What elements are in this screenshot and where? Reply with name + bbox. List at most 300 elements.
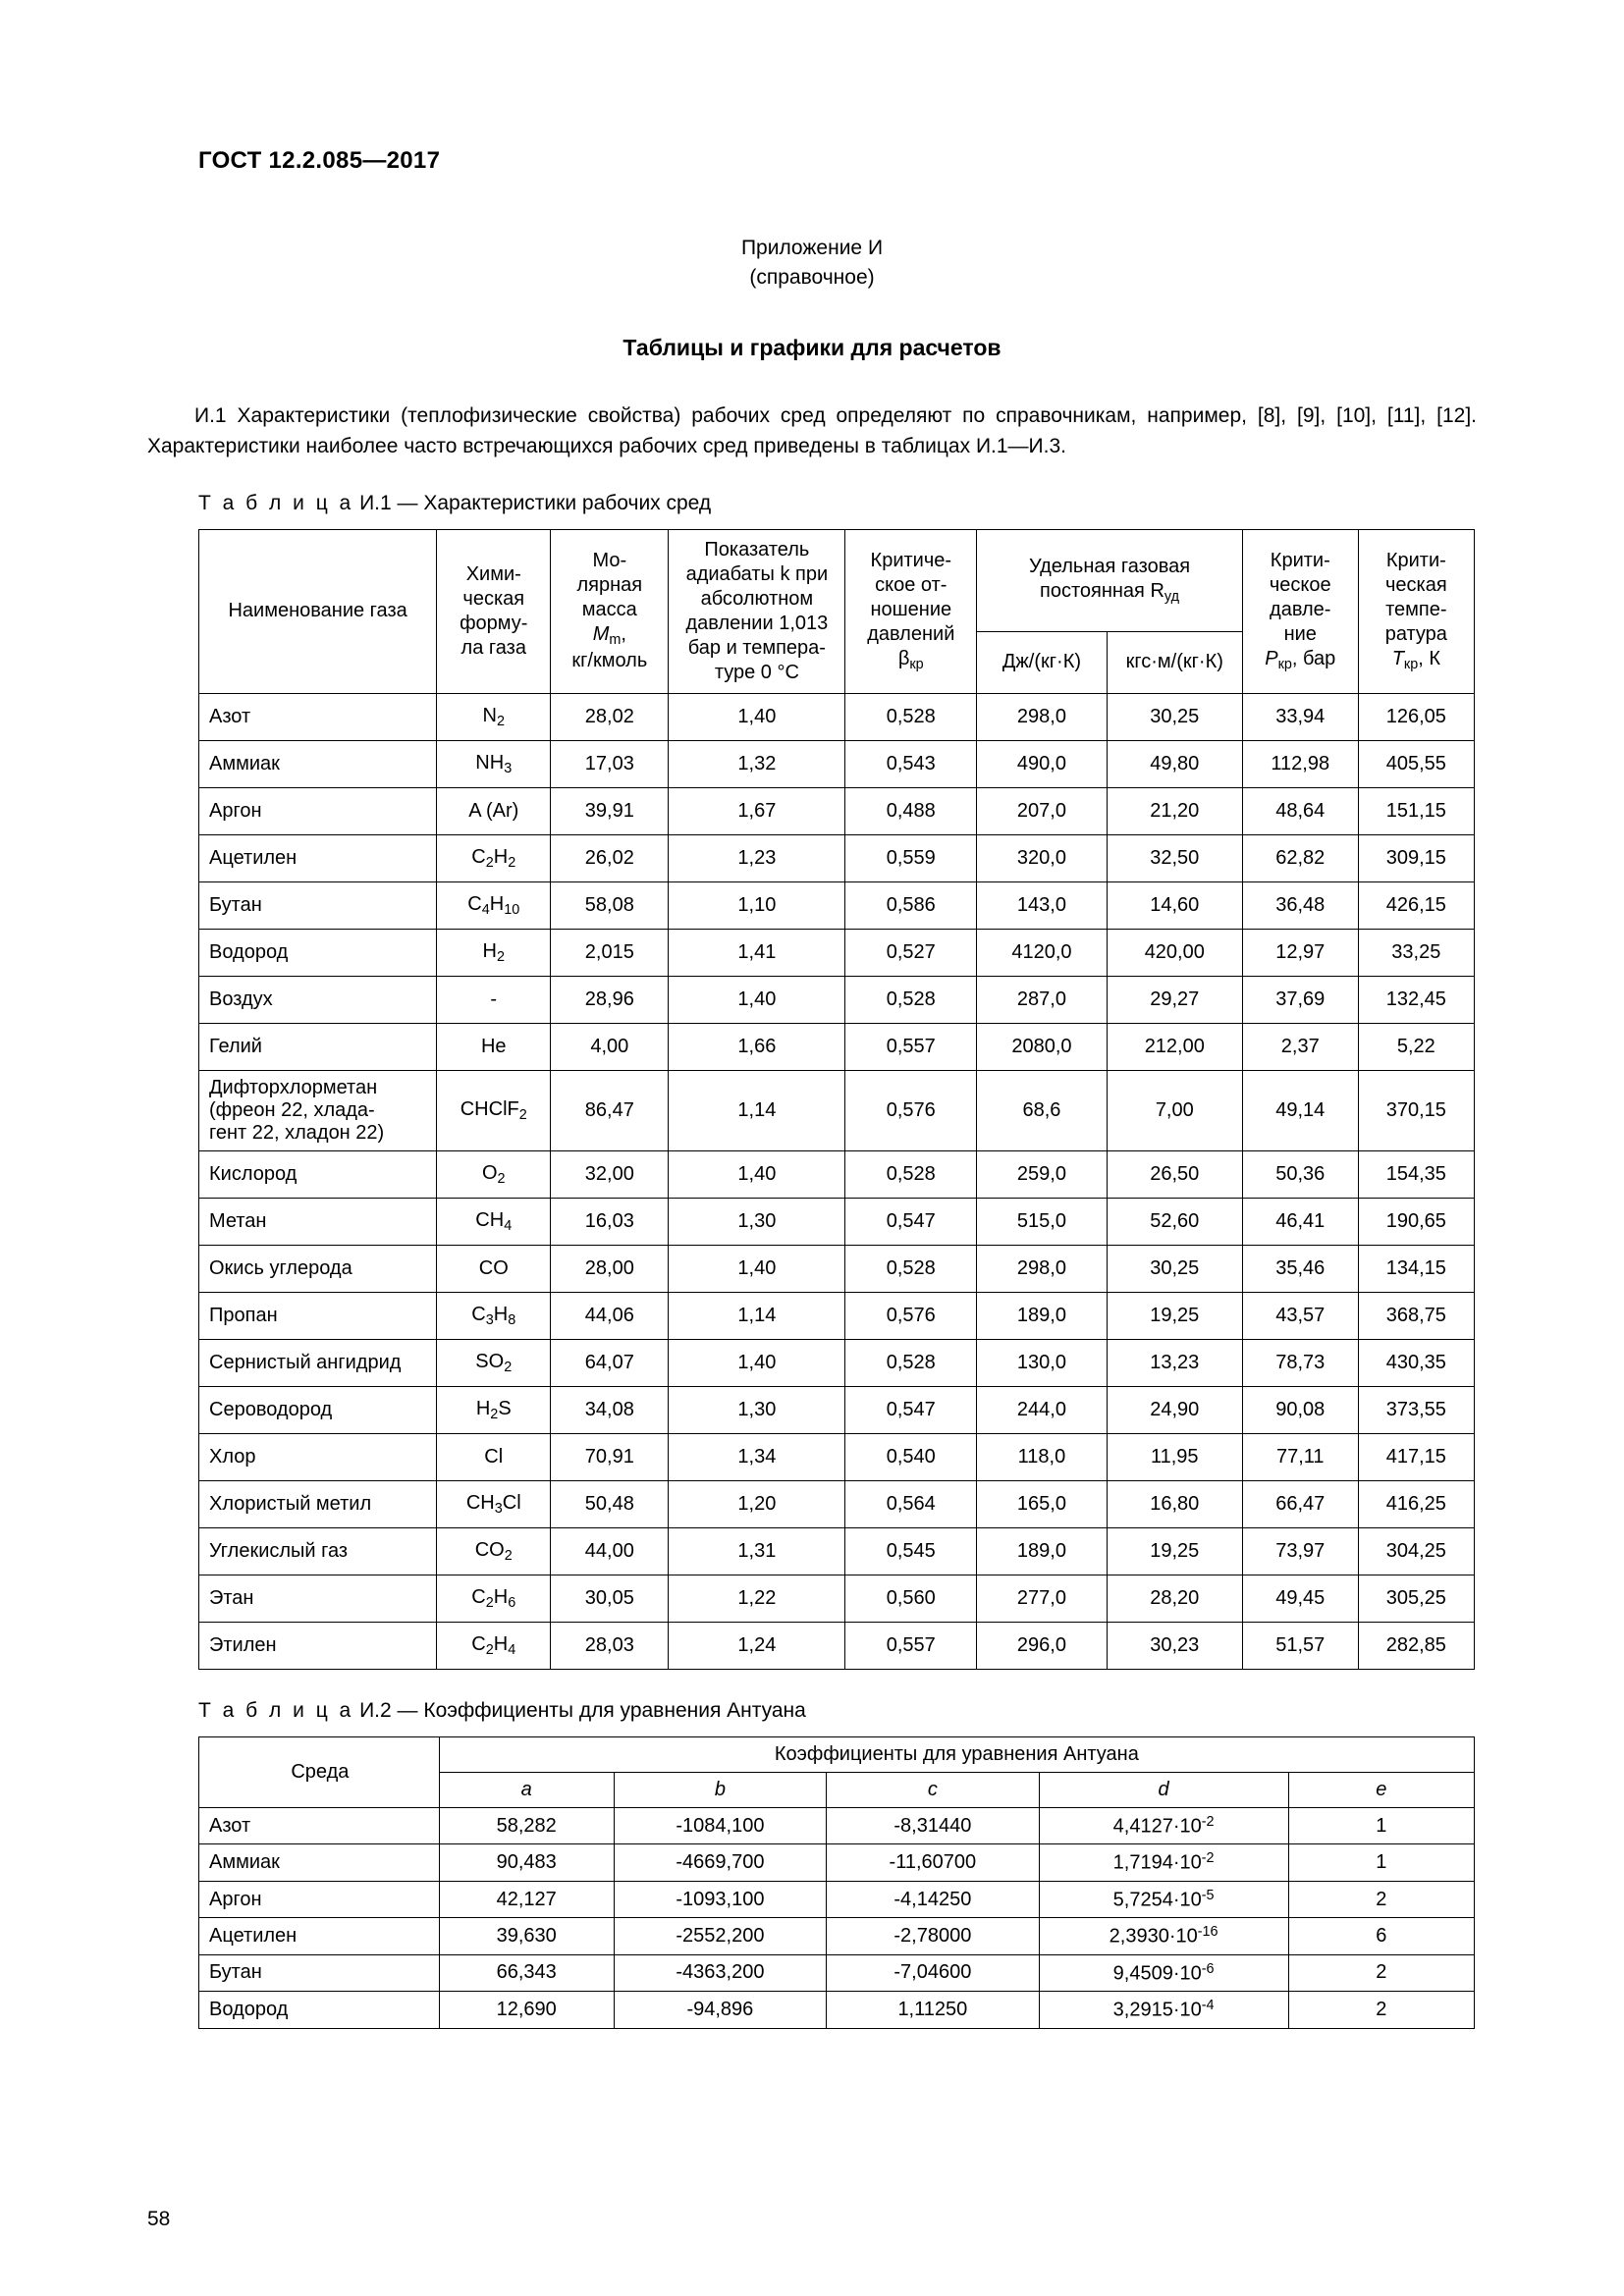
cell-pressure-ratio: 0,540 (845, 1433, 977, 1480)
cell-rud-kgs: 420,00 (1107, 929, 1242, 976)
th-beta-symbol (851, 647, 970, 673)
table1-caption-prefix: Т а б л и ц а (198, 491, 354, 514)
cell-environment: Азот (199, 1807, 440, 1843)
cell-rud-joule: 207,0 (977, 787, 1108, 834)
th2-d: d (1039, 1772, 1288, 1807)
cell-adiabatic-index: 1,32 (669, 740, 845, 787)
cell-molar-mass: 50,48 (551, 1480, 669, 1527)
cell-rud-kgs: 7,00 (1107, 1070, 1242, 1150)
cell-critical-pressure: 49,14 (1242, 1070, 1358, 1150)
cell-gas-name: Этан (199, 1575, 437, 1622)
cell-formula: $C_2H_2$ (437, 834, 551, 881)
cell-coef-c: -4,14250 (827, 1881, 1039, 1917)
cell-formula: $C_2H_6$ (437, 1575, 551, 1622)
th-beta-sym: β (897, 648, 910, 670)
cell-critical-temperature: 151,15 (1358, 787, 1474, 834)
cell-critical-temperature: 368,75 (1358, 1292, 1474, 1339)
cell-rud-joule: 298,0 (977, 693, 1108, 740)
cell-rud-joule: 287,0 (977, 976, 1108, 1023)
cell-pressure-ratio: 0,586 (845, 881, 977, 929)
cell-rud-kgs: 52,60 (1107, 1198, 1242, 1245)
cell-critical-temperature: 305,25 (1358, 1575, 1474, 1622)
cell-rud-kgs: 16,80 (1107, 1480, 1242, 1527)
cell-molar-mass: 16,03 (551, 1198, 669, 1245)
cell-critical-temperature: 134,15 (1358, 1245, 1474, 1292)
cell-coef-c: -8,31440 (827, 1807, 1039, 1843)
table-gas-characteristics (198, 529, 1475, 1670)
cell-molar-mass: 44,06 (551, 1292, 669, 1339)
cell-formula: CO (437, 1245, 551, 1292)
cell-pressure-ratio: 0,528 (845, 1339, 977, 1386)
th2-b: b (614, 1772, 827, 1807)
cell-gas-name: Воздух (199, 976, 437, 1023)
cell-pressure-ratio: 0,576 (845, 1070, 977, 1150)
th-adiabat-l3: абсолютном (700, 587, 814, 610)
th-mass-l3: масса (581, 599, 637, 621)
cell-molar-mass: 86,47 (551, 1070, 669, 1150)
th-pkr-symbol (1249, 647, 1352, 673)
th-adiabatic-index (669, 529, 845, 693)
cell-molar-mass: 34,08 (551, 1386, 669, 1433)
cell-adiabatic-index: 1,66 (669, 1023, 845, 1070)
cell-gas-name: Аммиак (199, 740, 437, 787)
cell-formula: He (437, 1023, 551, 1070)
table-row (199, 1527, 1475, 1575)
cell-critical-pressure: 48,64 (1242, 787, 1358, 834)
cell-gas-name: Азот (199, 693, 437, 740)
cell-formula: Cl (437, 1433, 551, 1480)
cell-rud-kgs: 21,20 (1107, 787, 1242, 834)
th-molar-mass (551, 529, 669, 693)
cell-coef-b: -1084,100 (614, 1807, 827, 1843)
cell-environment: Аммиак (199, 1844, 440, 1881)
table1-head (199, 529, 1475, 693)
cell-critical-pressure: 62,82 (1242, 834, 1358, 881)
cell-rud-kgs: 30,25 (1107, 693, 1242, 740)
cell-gas-name: Водород (199, 929, 437, 976)
cell-molar-mass: 28,02 (551, 693, 669, 740)
cell-adiabatic-index: 1,30 (669, 1386, 845, 1433)
cell-adiabatic-index: 1,34 (669, 1433, 845, 1480)
cell-coef-e: 2 (1288, 1881, 1474, 1917)
document-standard-number: ГОСТ 12.2.085—2017 (198, 147, 441, 174)
cell-critical-temperature: 417,15 (1358, 1433, 1474, 1480)
cell-coef-d: $5,7254\cdot 10^{-5}$ (1039, 1881, 1288, 1917)
cell-rud-joule: 490,0 (977, 740, 1108, 787)
intro-paragraph: И.1 Характеристики (теплофизические свойства) рабочих сред определяют по справочникам, например, [8], [9], [10], [11], [12]. Характеристики наиболее часто встречающихся рабочих сред приведены в таблицах И.1—И.3. (147, 403, 1477, 458)
cell-adiabatic-index: 1,14 (669, 1292, 845, 1339)
cell-rud-joule: 244,0 (977, 1386, 1108, 1433)
cell-critical-temperature: 405,55 (1358, 740, 1474, 787)
cell-coef-b: -94,896 (614, 1992, 827, 2028)
cell-coef-e: 6 (1288, 1918, 1474, 1954)
th-mass-unit: кг/кмоль (571, 650, 648, 672)
cell-adiabatic-index: 1,40 (669, 693, 845, 740)
cell-molar-mass: 64,07 (551, 1339, 669, 1386)
th-formula-l2: ческая (462, 587, 525, 610)
cell-critical-temperature: 426,15 (1358, 881, 1474, 929)
table-row (199, 1844, 1475, 1881)
cell-gas-name: Сероводород (199, 1386, 437, 1433)
table-row (199, 1918, 1475, 1954)
th-adiabat-l5: бар и темпера- (687, 636, 826, 659)
cell-critical-temperature: 304,25 (1358, 1527, 1474, 1575)
cell-rud-joule: 277,0 (977, 1575, 1108, 1622)
cell-gas-name: Углекислый газ (199, 1527, 437, 1575)
th-beta-sym-sub: кр (909, 657, 924, 673)
th-beta-l2: ское от- (875, 574, 947, 597)
cell-rud-joule: 296,0 (977, 1622, 1108, 1669)
table1-caption-rest: И.1 — Характеристики рабочих сред (359, 491, 712, 514)
cell-critical-pressure: 73,97 (1242, 1527, 1358, 1575)
th-mass-sym: M (592, 623, 610, 646)
cell-critical-pressure: 50,36 (1242, 1150, 1358, 1198)
cell-formula: $NH_3$ (437, 740, 551, 787)
cell-pressure-ratio: 0,557 (845, 1622, 977, 1669)
cell-name-l1: Дифторхлорметан (209, 1076, 378, 1098)
cell-adiabatic-index: 1,30 (669, 1198, 845, 1245)
cell-adiabatic-index: 1,10 (669, 881, 845, 929)
cell-rud-joule: 259,0 (977, 1150, 1108, 1198)
cell-gas-name: Гелий (199, 1023, 437, 1070)
th-critical-temperature (1358, 529, 1474, 693)
cell-environment: Ацетилен (199, 1918, 440, 1954)
cell-critical-temperature: 154,35 (1358, 1150, 1474, 1198)
th-tkr-l1: Крити- (1385, 550, 1446, 572)
th-rud-text: постоянная R (1040, 580, 1164, 603)
th-formula-l1: Хими- (465, 562, 521, 585)
cell-coef-e: 1 (1288, 1807, 1474, 1843)
cell-formula: $N_2$ (437, 693, 551, 740)
cell-coef-c: -2,78000 (827, 1918, 1039, 1954)
table-row (199, 1339, 1475, 1386)
table-row (199, 834, 1475, 881)
cell-rud-kgs: 24,90 (1107, 1386, 1242, 1433)
th-adiabat-l1: Показатель (704, 538, 810, 561)
th-tkr-l2: ческая (1384, 574, 1447, 597)
cell-critical-temperature: 430,35 (1358, 1339, 1474, 1386)
cell-rud-kgs: 212,00 (1107, 1023, 1242, 1070)
cell-formula: - (437, 976, 551, 1023)
th-tkr-unit: , К (1418, 648, 1440, 670)
cell-pressure-ratio: 0,557 (845, 1023, 977, 1070)
table1-header-row-1 (199, 529, 1475, 631)
cell-rud-joule: 68,6 (977, 1070, 1108, 1150)
cell-pressure-ratio: 0,559 (845, 834, 977, 881)
cell-critical-temperature: 416,25 (1358, 1480, 1474, 1527)
table-row (199, 787, 1475, 834)
cell-gas-name: Окись углерода (199, 1245, 437, 1292)
appendix-sublabel: (справочное) (749, 266, 875, 290)
th-rud-l2 (983, 579, 1236, 606)
cell-critical-pressure: 43,57 (1242, 1292, 1358, 1339)
th-mass-symbol: $M_m$, (592, 623, 626, 649)
cell-critical-pressure: 36,48 (1242, 881, 1358, 929)
th-rud-l1: Удельная газовая (1028, 556, 1191, 578)
th-critical-pressure (1242, 529, 1358, 693)
cell-pressure-ratio: 0,488 (845, 787, 977, 834)
cell-molar-mass: 39,91 (551, 787, 669, 834)
cell-molar-mass: 26,02 (551, 834, 669, 881)
th-mass-l1: Мо- (592, 550, 627, 572)
table2-caption-prefix: Т а б л и ц а (198, 1698, 354, 1722)
cell-adiabatic-index: 1,41 (669, 929, 845, 976)
cell-critical-pressure: 90,08 (1242, 1386, 1358, 1433)
cell-coef-b: -4363,200 (614, 1954, 827, 1991)
th2-a: a (439, 1772, 614, 1807)
th-beta-l3: ношение (870, 599, 952, 621)
table-row (199, 1992, 1475, 2028)
table-row (199, 1881, 1475, 1917)
cell-rud-kgs: 26,50 (1107, 1150, 1242, 1198)
cell-molar-mass: 44,00 (551, 1527, 669, 1575)
cell-pressure-ratio: 0,564 (845, 1480, 977, 1527)
cell-coef-d: $2,3930\cdot 10^{-16}$ (1039, 1918, 1288, 1954)
page-number: 58 (147, 2208, 171, 2230)
cell-gas-name: Хлористый метил (199, 1480, 437, 1527)
cell-critical-temperature: 126,05 (1358, 693, 1474, 740)
cell-pressure-ratio: 0,527 (845, 929, 977, 976)
cell-molar-mass: 32,00 (551, 1150, 669, 1198)
cell-formula: $CH_3Cl$ (437, 1480, 551, 1527)
th-rud-sub: уд (1164, 589, 1180, 606)
th-tkr-sym-sub: кр (1403, 657, 1419, 673)
cell-rud-joule: 189,0 (977, 1292, 1108, 1339)
th-name: Наименование газа (199, 529, 437, 693)
cell-molar-mass: 28,00 (551, 1245, 669, 1292)
cell-critical-temperature: 33,25 (1358, 929, 1474, 976)
appendix-label: Приложение И (740, 237, 884, 259)
cell-coef-d: $1,7194\cdot 10^{-2}$ (1039, 1844, 1288, 1881)
table2-caption (198, 1699, 1477, 1723)
cell-adiabatic-index: 1,67 (669, 787, 845, 834)
cell-adiabatic-index: 1,23 (669, 834, 845, 881)
th-adiabat-l2: адиабаты k при (685, 562, 829, 585)
th-mass-l2: лярная (576, 574, 643, 597)
th-adiabat-l6: туре 0 °C (714, 661, 799, 683)
cell-gas-name (199, 1070, 437, 1150)
cell-molar-mass: 30,05 (551, 1575, 669, 1622)
cell-critical-temperature: 309,15 (1358, 834, 1474, 881)
table-row (199, 693, 1475, 740)
th-rud-joule: Дж/(кг·К) (977, 631, 1108, 693)
cell-adiabatic-index: 1,40 (669, 976, 845, 1023)
cell-critical-pressure: 46,41 (1242, 1198, 1358, 1245)
cell-adiabatic-index: 1,40 (669, 1339, 845, 1386)
th-pkr-l2: ческое (1269, 574, 1331, 597)
cell-adiabatic-index: 1,31 (669, 1527, 845, 1575)
th-pkr-l1: Крити- (1270, 550, 1330, 572)
cell-coef-e: 1 (1288, 1844, 1474, 1881)
cell-environment: Бутан (199, 1954, 440, 1991)
th-mass-sym-sub: m (609, 632, 622, 649)
cell-pressure-ratio: 0,528 (845, 1150, 977, 1198)
cell-critical-temperature: 373,55 (1358, 1386, 1474, 1433)
cell-molar-mass: 58,08 (551, 881, 669, 929)
cell-coef-c: 1,11250 (827, 1992, 1039, 2028)
table-row (199, 1150, 1475, 1198)
cell-gas-name: Аргон (199, 787, 437, 834)
appendix-title: Таблицы и графики для расчетов (623, 334, 1001, 360)
cell-formula: $O_2$ (437, 1150, 551, 1198)
cell-adiabatic-index: 1,40 (669, 1245, 845, 1292)
cell-rud-joule: 4120,0 (977, 929, 1108, 976)
cell-critical-pressure: 112,98 (1242, 740, 1358, 787)
cell-gas-name: Пропан (199, 1292, 437, 1339)
cell-pressure-ratio: 0,528 (845, 1245, 977, 1292)
cell-gas-name: Этилен (199, 1622, 437, 1669)
cell-formula: A (Ar) (437, 787, 551, 834)
cell-coef-e: 2 (1288, 1992, 1474, 2028)
cell-rud-kgs: 29,27 (1107, 976, 1242, 1023)
cell-coef-b: -4669,700 (614, 1844, 827, 1881)
cell-coef-a: 12,690 (439, 1992, 614, 2028)
cell-critical-temperature: 132,45 (1358, 976, 1474, 1023)
th2-group: Коэффициенты для уравнения Антуана (439, 1736, 1474, 1772)
cell-critical-pressure: 66,47 (1242, 1480, 1358, 1527)
cell-rud-joule: 130,0 (977, 1339, 1108, 1386)
cell-coef-c: -11,60700 (827, 1844, 1039, 1881)
cell-coef-a: 90,483 (439, 1844, 614, 1881)
cell-critical-pressure: 49,45 (1242, 1575, 1358, 1622)
cell-formula: CHClF$_2$ (437, 1070, 551, 1150)
th-critical-pressure-ratio (845, 529, 977, 693)
cell-pressure-ratio: 0,543 (845, 740, 977, 787)
cell-environment: Водород (199, 1992, 440, 2028)
cell-rud-kgs: 19,25 (1107, 1527, 1242, 1575)
th2-e: e (1288, 1772, 1474, 1807)
table-row (199, 929, 1475, 976)
cell-rud-kgs: 30,25 (1107, 1245, 1242, 1292)
th-formula-l3: форму- (460, 612, 528, 634)
cell-critical-temperature: 282,85 (1358, 1622, 1474, 1669)
cell-rud-kgs: 11,95 (1107, 1433, 1242, 1480)
table-row (199, 1954, 1475, 1991)
table-antoine-coefficients (198, 1736, 1475, 2029)
cell-pressure-ratio: 0,528 (845, 976, 977, 1023)
cell-molar-mass: 4,00 (551, 1023, 669, 1070)
th-tkr-l3: темпе- (1385, 599, 1447, 621)
cell-gas-name: Кислород (199, 1150, 437, 1198)
cell-critical-pressure: 35,46 (1242, 1245, 1358, 1292)
th-formula (437, 529, 551, 693)
cell-rud-joule: 118,0 (977, 1433, 1108, 1480)
cell-coef-d: $9,4509\cdot 10^{-6}$ (1039, 1954, 1288, 1991)
th-pkr-l4: ние (1283, 623, 1317, 646)
cell-coef-a: 42,127 (439, 1881, 614, 1917)
th-rud-kgs: кгс·м/(кг·К) (1107, 631, 1242, 693)
cell-coef-e: 2 (1288, 1954, 1474, 1991)
cell-pressure-ratio: 0,547 (845, 1198, 977, 1245)
cell-rud-kgs: 30,23 (1107, 1622, 1242, 1669)
table-row (199, 1070, 1475, 1150)
table-row (199, 1433, 1475, 1480)
cell-rud-kgs: 32,50 (1107, 834, 1242, 881)
cell-coef-a: 66,343 (439, 1954, 614, 1991)
cell-name-l3: гент 22, хладон 22) (209, 1121, 385, 1144)
cell-rud-kgs: 14,60 (1107, 881, 1242, 929)
th-adiabat-l4: давлении 1,013 (685, 612, 829, 634)
cell-pressure-ratio: 0,545 (845, 1527, 977, 1575)
cell-critical-temperature: 190,65 (1358, 1198, 1474, 1245)
cell-rud-kgs: 19,25 (1107, 1292, 1242, 1339)
cell-adiabatic-index: 1,24 (669, 1622, 845, 1669)
cell-pressure-ratio: 0,528 (845, 693, 977, 740)
cell-adiabatic-index: 1,20 (669, 1480, 845, 1527)
th-tkr-sym: T (1391, 648, 1404, 670)
cell-critical-temperature: 370,15 (1358, 1070, 1474, 1150)
cell-rud-joule: 320,0 (977, 834, 1108, 881)
cell-critical-pressure: 51,57 (1242, 1622, 1358, 1669)
th-beta-l4: давлений (867, 623, 955, 646)
cell-critical-pressure: 12,97 (1242, 929, 1358, 976)
cell-gas-name: Ацетилен (199, 834, 437, 881)
cell-rud-joule: 189,0 (977, 1527, 1108, 1575)
table-row (199, 881, 1475, 929)
cell-molar-mass: 28,03 (551, 1622, 669, 1669)
cell-formula: $C_2H_4$ (437, 1622, 551, 1669)
cell-rud-joule: 143,0 (977, 881, 1108, 929)
cell-gas-name: Сернистый ангидрид (199, 1339, 437, 1386)
cell-rud-joule: 298,0 (977, 1245, 1108, 1292)
th-pkr-sym: P (1265, 648, 1278, 670)
cell-gas-name: Метан (199, 1198, 437, 1245)
th-tkr-symbol (1365, 647, 1468, 673)
cell-formula: $C_3H_8$ (437, 1292, 551, 1339)
cell-adiabatic-index: 1,40 (669, 1150, 845, 1198)
table1-body (199, 693, 1475, 1669)
table-row (199, 1807, 1475, 1843)
table-row (199, 976, 1475, 1023)
table-row (199, 1480, 1475, 1527)
cell-critical-pressure: 33,94 (1242, 693, 1358, 740)
cell-coef-d: $4,4127\cdot 10^{-2}$ (1039, 1807, 1288, 1843)
table2-caption-rest: И.2 — Коэффициенты для уравнения Антуана (359, 1698, 806, 1722)
th-pkr-unit: , бар (1291, 648, 1336, 670)
cell-critical-pressure: 2,37 (1242, 1023, 1358, 1070)
cell-rud-joule: 165,0 (977, 1480, 1108, 1527)
table-row (199, 1575, 1475, 1622)
table-row (199, 1023, 1475, 1070)
cell-rud-kgs: 49,80 (1107, 740, 1242, 787)
cell-pressure-ratio: 0,560 (845, 1575, 977, 1622)
cell-rud-joule: 2080,0 (977, 1023, 1108, 1070)
cell-formula: $C_4H_{10}$ (437, 881, 551, 929)
cell-pressure-ratio: 0,576 (845, 1292, 977, 1339)
cell-gas-name: Бутан (199, 881, 437, 929)
table1-caption (198, 492, 1477, 515)
table2-header-row-1 (199, 1736, 1475, 1772)
cell-molar-mass: 2,015 (551, 929, 669, 976)
th2-environment: Среда (199, 1736, 440, 1807)
table-row (199, 740, 1475, 787)
cell-coef-a: 39,630 (439, 1918, 614, 1954)
table-row (199, 1198, 1475, 1245)
th-pkr-sym-sub: кр (1277, 657, 1292, 673)
cell-adiabatic-index: 1,22 (669, 1575, 845, 1622)
cell-gas-name: Хлор (199, 1433, 437, 1480)
table-row (199, 1292, 1475, 1339)
cell-critical-pressure: 37,69 (1242, 976, 1358, 1023)
cell-critical-pressure: 78,73 (1242, 1339, 1358, 1386)
cell-adiabatic-index: 1,14 (669, 1070, 845, 1150)
table2-head (199, 1736, 1475, 1807)
th-specific-gas-constant (977, 529, 1243, 631)
th2-c: c (827, 1772, 1039, 1807)
cell-coef-d: $3,2915\cdot 10^{-4}$ (1039, 1992, 1288, 2028)
table2-body (199, 1807, 1475, 2028)
cell-rud-kgs: 28,20 (1107, 1575, 1242, 1622)
